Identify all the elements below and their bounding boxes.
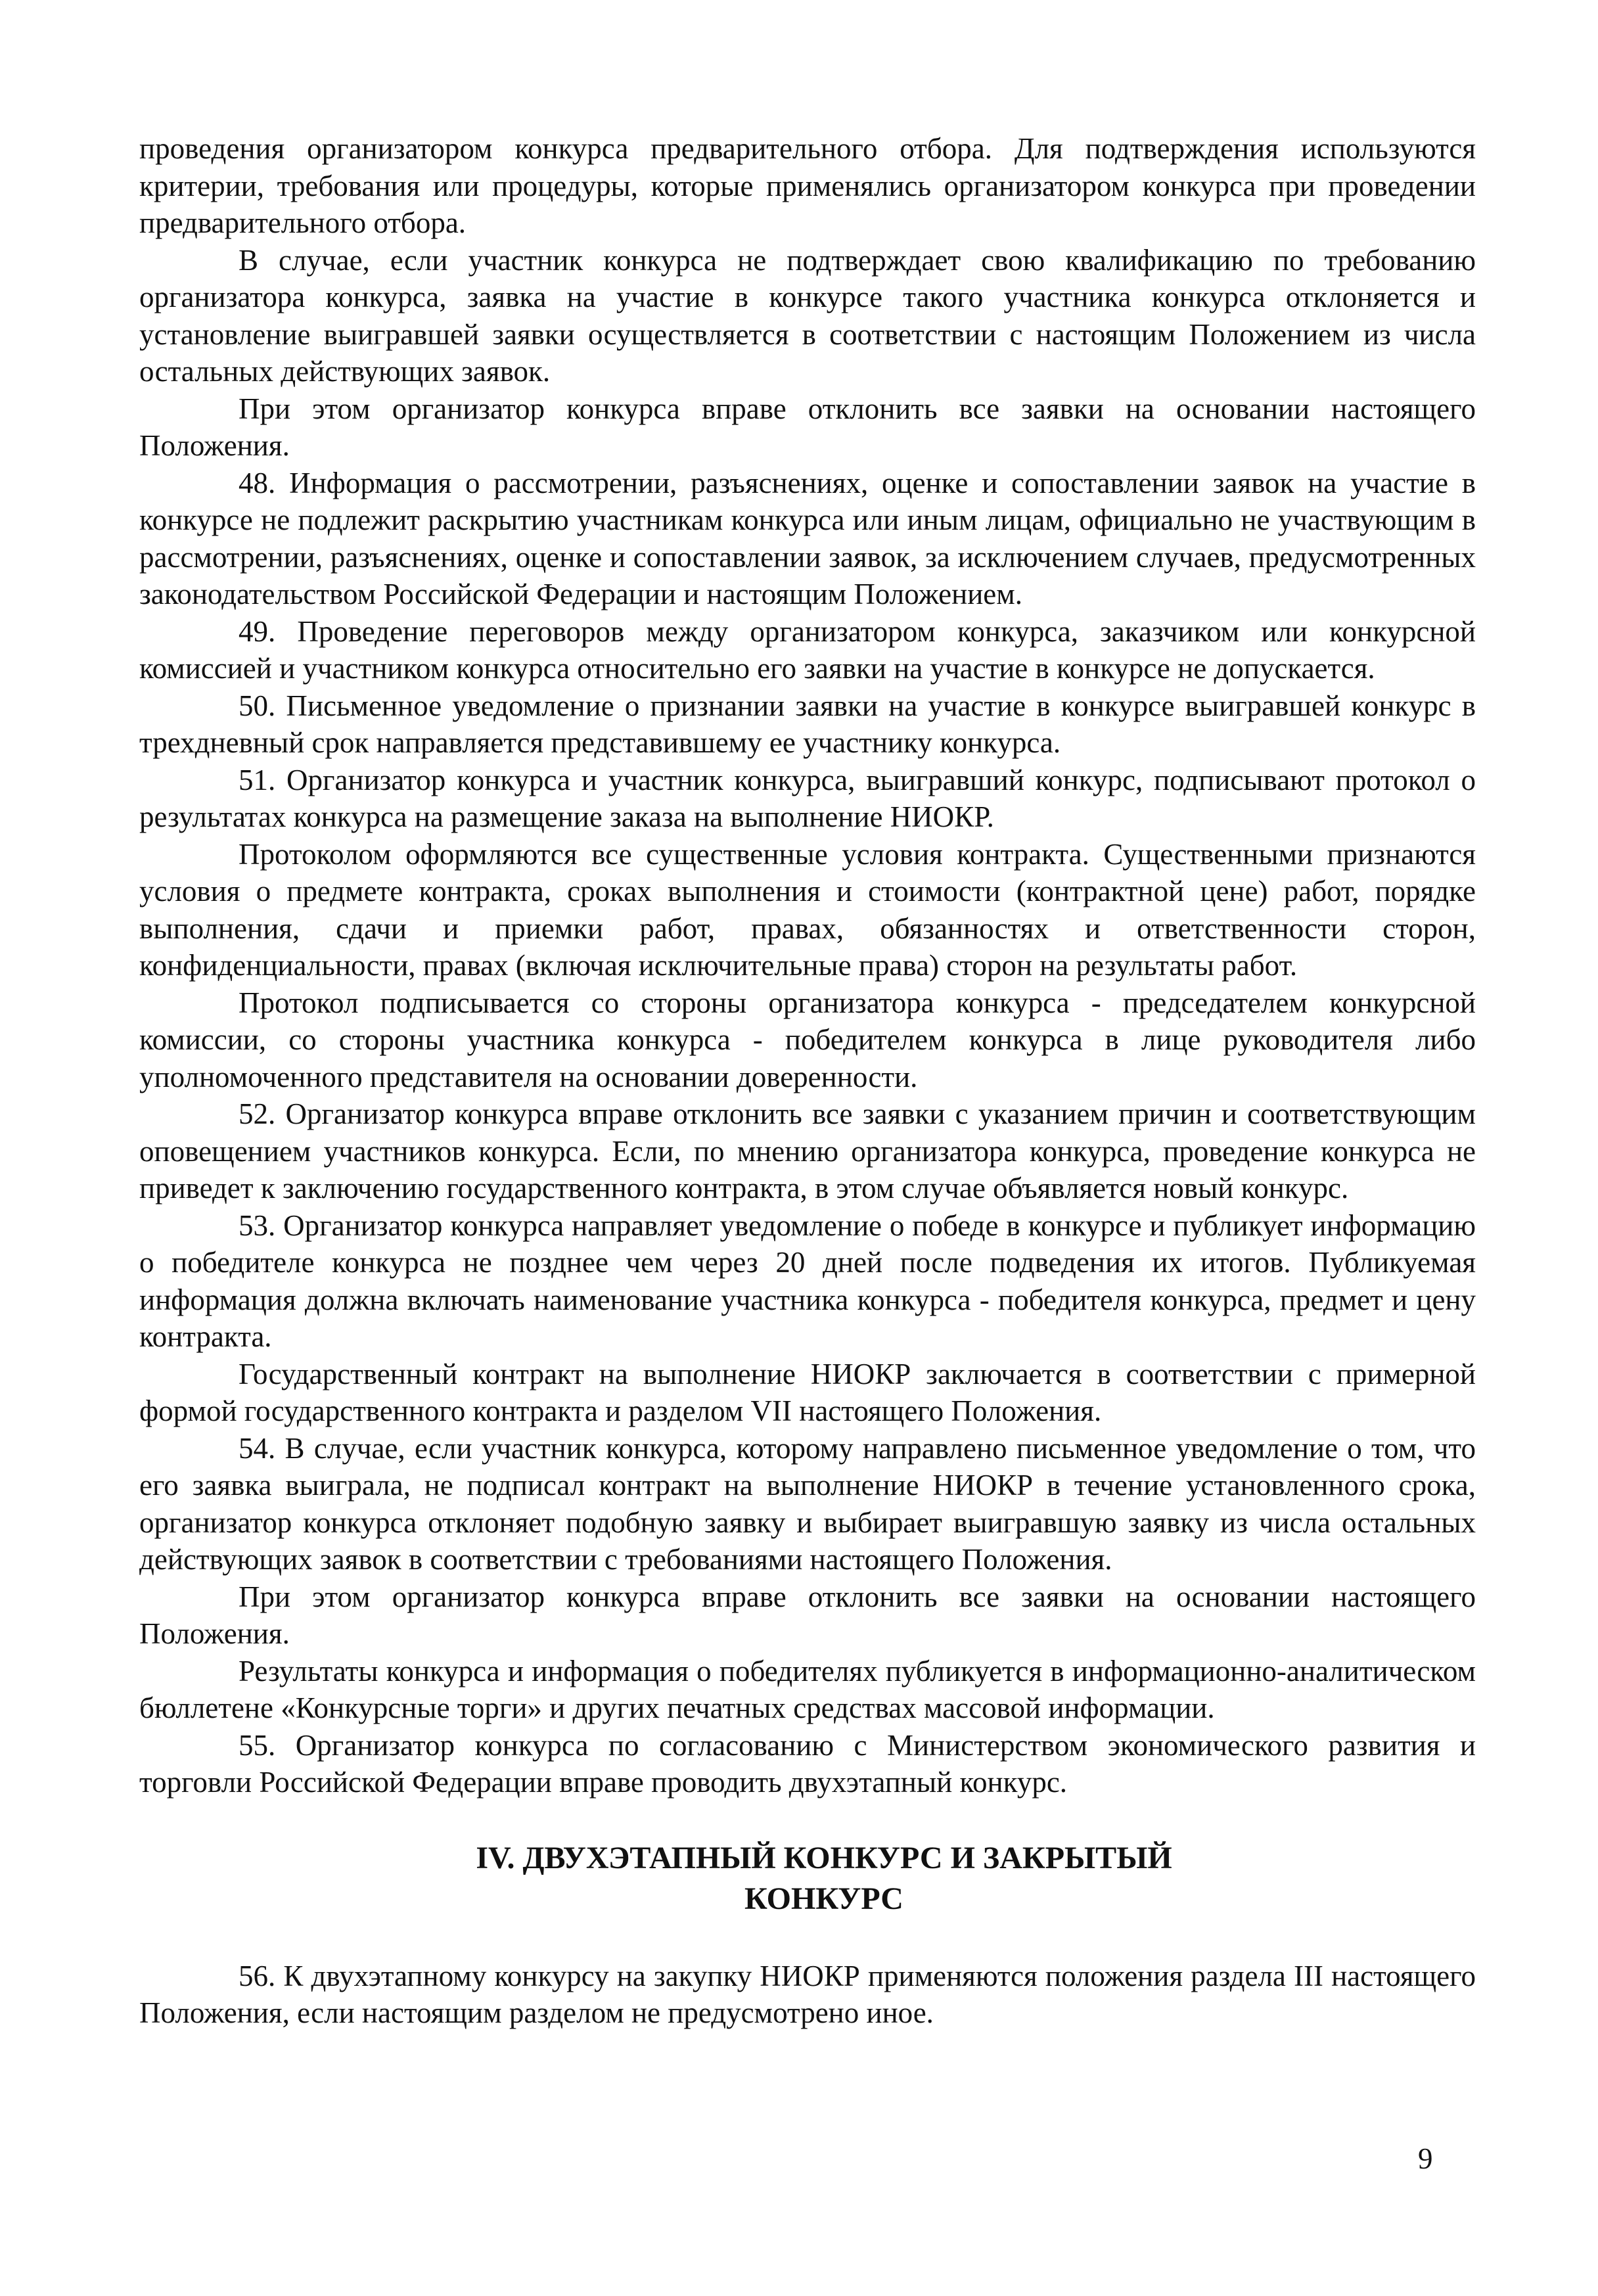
paragraph: 52. Организатор конкурса вправе отклонить все заявки с указанием причин и соответствующим оповещением участников конкурса. Если, по мнению организатора конкурса, проведение конкурса не приведет к заключению государственного контракта, в этом случае объявляется новый конкурс. xyxy=(139,1097,1476,1205)
paragraph: При этом организатор конкурса вправе отклонить все заявки на основании настоящего Положения. xyxy=(139,392,1476,462)
paragraph: проведения организатором конкурса предварительного отбора. Для подтверждения используются критерии, требования или процедуры, которые применялись организатором конкурса при проведении предварительного отбора. xyxy=(139,132,1476,239)
section-heading xyxy=(139,1838,1476,1919)
paragraph: Протоколом оформляются все существенные условия контракта. Существенными признаются условия о предмете контракта, сроках выполнения и стоимости (контрактной цене) работ, порядке выполнения, сдачи и приемки работ, правах, обязанностях и ответственности сторон, конфиденциальности, правах (включая исключительные права) сторон на результаты работ. xyxy=(139,837,1476,982)
body-text xyxy=(139,130,1476,1801)
paragraph: 49. Проведение переговоров между организатором конкурса, заказчиком или конкурсной комиссией и участником конкурса относительно его заявки на участие в конкурсе не допускается. xyxy=(139,614,1476,685)
paragraph: 55. Организатор конкурса по согласованию с Министерством экономического развития и торговли Российской Федерации вправе проводить двухэтапный конкурс. xyxy=(139,1728,1476,1799)
section-heading-line-2: КОНКУРС xyxy=(744,1881,903,1916)
paragraph: 53. Организатор конкурса направляет уведомление о победе в конкурсе и публикует информацию о победителе конкурса не позднее чем через 20 дней после подведения их итогов. Публикуемая информация должна включать наименование участника конкурса - победителя конкурса, предмет и цену контракта. xyxy=(139,1208,1476,1353)
paragraph: Протокол подписывается со стороны организатора конкурса - председателем конкурсной комиссии, со стороны участника конкурса - победителем конкурса в лице руководителя либо уполномоченного представителя на основании доверенности. xyxy=(139,986,1476,1093)
document-page xyxy=(139,130,1476,2032)
paragraph: 48. Информация о рассмотрении, разъяснениях, оценке и сопоставлении заявок на участие в конкурсе не подлежит раскрытию участникам конкурса или иным лицам, официально не участвующим в рассмотрении, разъяснениях, оценке и сопоставлении заявок, за исключением случаев, предусмотренных законодательством Российской Федерации и настоящим Положением. xyxy=(139,466,1476,610)
paragraph: При этом организатор конкурса вправе отклонить все заявки на основании настоящего Положения. xyxy=(139,1580,1476,1650)
paragraph: 50. Письменное уведомление о признании заявки на участие в конкурсе выигравшей конкурс в трехдневный срок направляется представившему ее участнику конкурса. xyxy=(139,689,1476,759)
page-number: 9 xyxy=(1418,2142,1433,2175)
paragraph: Государственный контракт на выполнение НИОКР заключается в соответствии с примерной формой государственного контракта и разделом VII настоящего Положения. xyxy=(139,1357,1476,1427)
paragraph: 54. В случае, если участник конкурса, которому направлено письменное уведомление о том, что его заявка выиграла, не подписал контракт на выполнение НИОКР в течение установленного срока, организатор конкурса отклоняет подобную заявку и выбирает выигравшую заявку из числа остальных действующих заявок в соответствии с требованиями настоящего Положения. xyxy=(139,1431,1476,1576)
paragraph: 51. Организатор конкурса и участник конкурса, выигравший конкурс, подписывают протокол о результатах конкурса на размещение заказа на выполнение НИОКР. xyxy=(139,763,1476,833)
paragraph-56: 56. К двухэтапному конкурсу на закупку НИОКР применяются положения раздела III настоящего Положения, если настоящим разделом не предусмотрено иное. xyxy=(139,1959,1476,2029)
paragraph: Результаты конкурса и информация о победителях публикуется в информационно-аналитическом бюллетене «Конкурсные торги» и других печатных средствах массовой информации. xyxy=(139,1654,1476,1724)
paragraph: В случае, если участник конкурса не подтверждает свою квалификацию по требованию организатора конкурса, заявка на участие в конкурсе такого участника конкурса отклоняется и установление выигравшей заявки осуществляется в соответствии с настоящим Положением из числа остальных действующих заявок. xyxy=(139,243,1476,388)
section-heading-line-1: IV. ДВУХЭТАПНЫЙ КОНКУРС И ЗАКРЫТЫЙ xyxy=(476,1840,1172,1875)
